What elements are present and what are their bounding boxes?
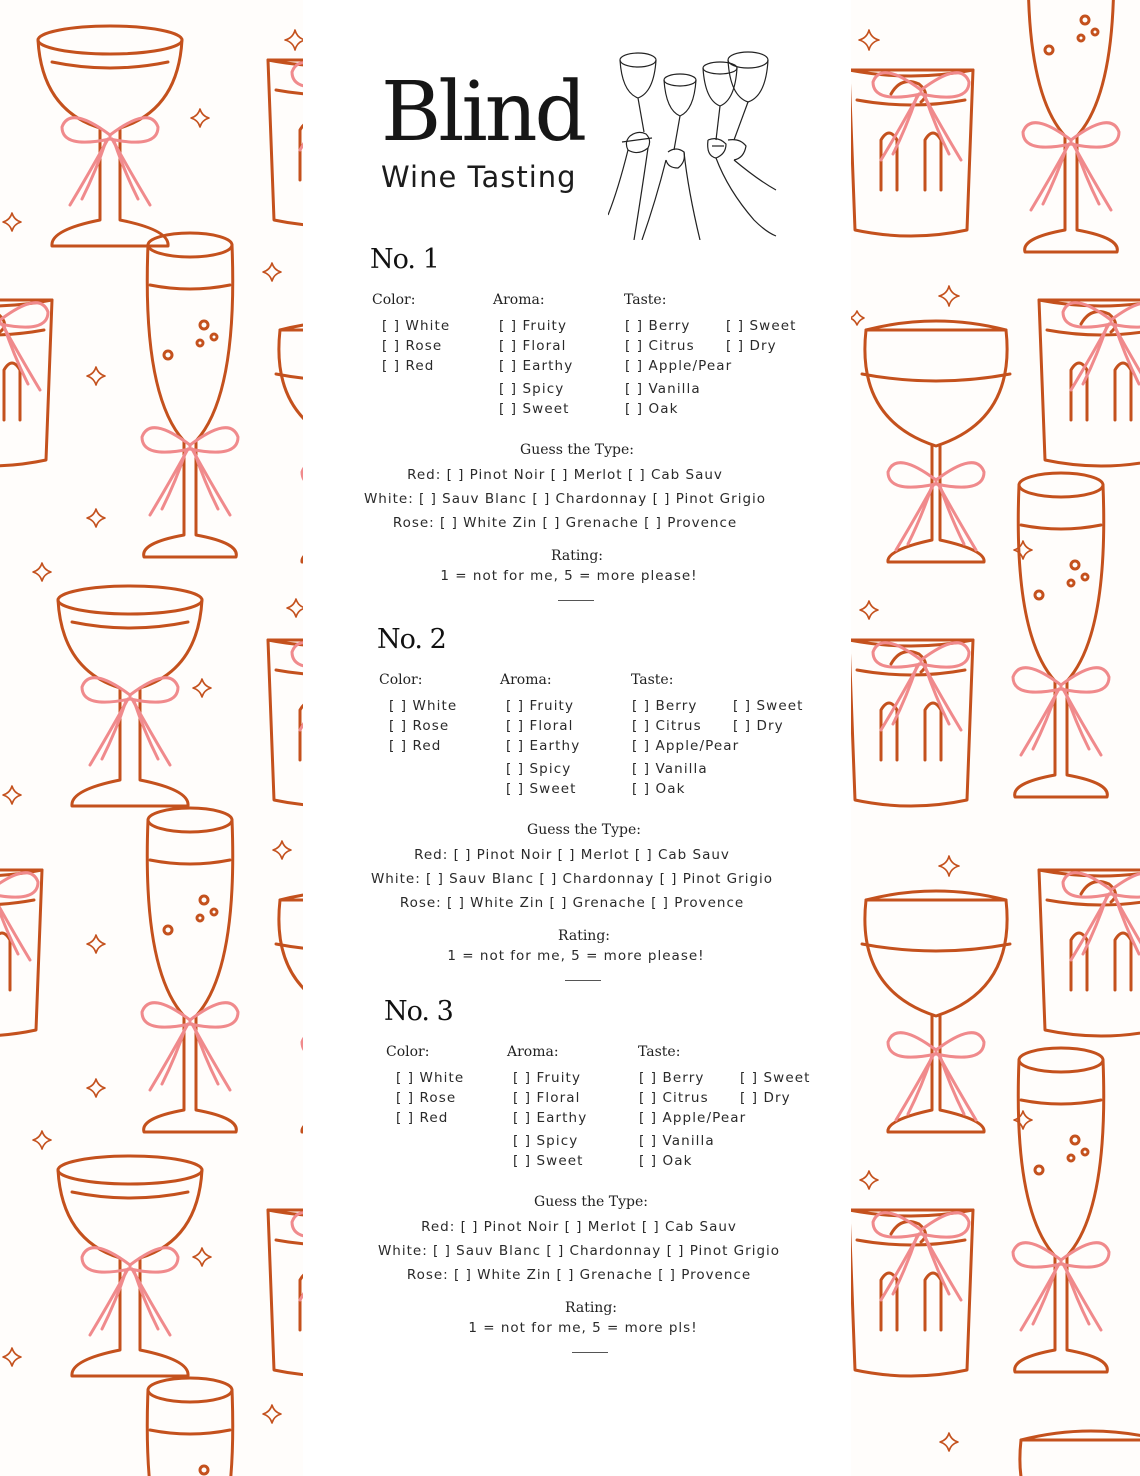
aroma-option[interactable]: [ ] Fruity — [513, 1070, 582, 1086]
bow-icon — [888, 1033, 984, 1120]
color-option[interactable]: [ ] White — [389, 698, 458, 714]
taste-option[interactable]: [ ] Apple/Pear — [625, 358, 733, 374]
rocks-glass-icon — [0, 870, 42, 1036]
sparkle-icon — [87, 509, 105, 527]
taste-option-extra[interactable]: [ ] Dry — [733, 718, 784, 734]
sparkle-icon — [87, 367, 105, 385]
bow-icon — [62, 118, 158, 205]
aroma-option[interactable]: [ ] Sweet — [506, 781, 577, 797]
taste-option[interactable]: [ ] Citrus — [639, 1090, 709, 1106]
tasting-section-2 — [303, 620, 851, 980]
bow-icon — [1013, 668, 1109, 755]
section-divider — [565, 980, 601, 981]
taste-option-extra[interactable]: [ ] Dry — [740, 1090, 791, 1106]
taste-option[interactable]: [ ] Vanilla — [625, 381, 701, 397]
rocks-glass-icon — [851, 1210, 973, 1376]
pattern-left — [0, 0, 303, 1476]
sparkle-icon — [860, 601, 878, 619]
taste-option[interactable]: [ ] Oak — [625, 401, 679, 417]
rocks-glass-icon — [851, 70, 973, 236]
bow-icon — [0, 303, 48, 390]
aroma-option[interactable]: [ ] Earthy — [506, 738, 581, 754]
aroma-option[interactable]: [ ] Sweet — [513, 1153, 584, 1169]
aroma-heading: Aroma: — [507, 1044, 559, 1060]
sparkle-icon — [33, 563, 51, 581]
bow-icon — [142, 1003, 238, 1090]
guess-rose[interactable]: Rose: [ ] White Zin [ ] Grenache [ ] Provence — [406, 1267, 752, 1283]
color-option[interactable]: [ ] Red — [382, 358, 435, 374]
champagne-flute-icon — [1023, 0, 1119, 252]
section-divider — [558, 600, 594, 601]
taste-option[interactable]: [ ] Citrus — [632, 718, 702, 734]
taste-option[interactable]: [ ] Vanilla — [639, 1133, 715, 1149]
aroma-option[interactable]: [ ] Fruity — [499, 318, 568, 334]
bow-icon — [1023, 123, 1119, 210]
toasting-glasses-illustration — [608, 40, 778, 240]
taste-option-extra[interactable]: [ ] Sweet — [733, 698, 804, 714]
taste-heading: Taste: — [624, 292, 667, 308]
aroma-option[interactable]: [ ] Floral — [499, 338, 567, 354]
taste-option-extra[interactable]: [ ] Dry — [726, 338, 777, 354]
taste-option[interactable]: [ ] Oak — [632, 781, 686, 797]
guess-rose[interactable]: Rose: [ ] White Zin [ ] Grenache [ ] Provence — [392, 515, 738, 531]
guess-heading: Guess the Type: — [520, 442, 634, 458]
bow-icon — [0, 873, 38, 960]
bow-icon — [82, 1248, 178, 1335]
color-heading: Color: — [379, 672, 423, 688]
sparkle-icon — [851, 311, 864, 325]
section-number: No. 2 — [377, 624, 446, 655]
wine-glass-icon — [1017, 1431, 1140, 1476]
sparkle-icon — [3, 213, 21, 231]
guess-red[interactable]: Red: [ ] Pinot Noir [ ] Merlot [ ] Cab Sauv — [414, 847, 730, 863]
sparkle-icon — [273, 841, 291, 859]
section-divider — [572, 1352, 608, 1353]
rating-heading: Rating: — [550, 548, 603, 564]
champagne-flute-icon — [142, 1378, 238, 1476]
aroma-option[interactable]: [ ] Earthy — [513, 1110, 588, 1126]
champagne-flute-icon — [1013, 473, 1109, 797]
aroma-option[interactable]: [ ] Fruity — [506, 698, 575, 714]
bow-icon — [888, 463, 984, 550]
page-title: Blind — [381, 65, 585, 160]
rating-note: 1 = not for me, 5 = more pls! — [468, 1320, 698, 1336]
bow-icon — [1013, 1243, 1109, 1330]
champagne-flute-icon — [1013, 1048, 1109, 1372]
aroma-option[interactable]: [ ] Spicy — [506, 761, 572, 777]
color-option[interactable]: [ ] Rose — [382, 338, 443, 354]
bow-icon — [82, 678, 178, 765]
sparkle-icon — [87, 1079, 105, 1097]
page-subtitle: Wine Tasting — [381, 160, 577, 194]
color-option[interactable]: [ ] White — [382, 318, 451, 334]
color-option[interactable]: [ ] Red — [389, 738, 442, 754]
color-heading: Color: — [372, 292, 416, 308]
champagne-flute-icon — [142, 808, 238, 1132]
sparkle-icon — [285, 30, 303, 50]
sparkle-icon — [33, 1131, 51, 1149]
aroma-option[interactable]: [ ] Floral — [506, 718, 574, 734]
bow-icon — [1063, 303, 1140, 390]
taste-heading: Taste: — [631, 672, 674, 688]
aroma-option[interactable]: [ ] Spicy — [513, 1133, 579, 1149]
taste-option[interactable]: [ ] Apple/Pear — [632, 738, 740, 754]
tasting-card — [303, 0, 851, 1476]
aroma-heading: Aroma: — [500, 672, 552, 688]
wine-glass-icon — [862, 321, 1010, 562]
sparkle-icon — [193, 679, 211, 697]
card-header — [303, 0, 851, 240]
color-option[interactable]: [ ] Red — [396, 1110, 449, 1126]
taste-option-extra[interactable]: [ ] Sweet — [726, 318, 797, 334]
taste-heading: Taste: — [638, 1044, 681, 1060]
rocks-glass-icon — [851, 640, 973, 806]
taste-option[interactable]: [ ] Citrus — [625, 338, 695, 354]
taste-option[interactable]: [ ] Berry — [625, 318, 691, 334]
aroma-option[interactable]: [ ] Earthy — [499, 358, 574, 374]
color-option[interactable]: [ ] White — [396, 1070, 465, 1086]
taste-option[interactable]: [ ] Berry — [639, 1070, 705, 1086]
taste-option-extra[interactable]: [ ] Sweet — [740, 1070, 811, 1086]
color-option[interactable]: [ ] Rose — [389, 718, 450, 734]
sparkle-icon — [940, 1433, 958, 1451]
sparkle-icon — [939, 286, 959, 306]
section-number: No. 3 — [384, 996, 453, 1027]
tasting-section-3 — [303, 992, 851, 1352]
sparkle-icon — [87, 935, 105, 953]
coupe-glass-icon — [38, 26, 182, 246]
guess-red[interactable]: Red: [ ] Pinot Noir [ ] Merlot [ ] Cab Sauv — [421, 1219, 737, 1235]
coupe-glass-icon — [58, 1156, 202, 1376]
rating-note: 1 = not for me, 5 = more please! — [447, 948, 705, 964]
rocks-glass-icon — [1039, 300, 1140, 466]
tasting-section-1 — [303, 240, 851, 600]
wine-glass-icon — [276, 321, 303, 562]
guess-white[interactable]: White: [ ] Sauv Blanc [ ] Chardonnay [ ] Pinot Grigio — [370, 871, 774, 887]
rocks-glass-icon — [268, 60, 303, 226]
rating-heading: Rating: — [564, 1300, 617, 1316]
rocks-glass-icon — [268, 1210, 303, 1376]
wine-glass-icon — [862, 891, 1010, 1132]
sparkle-icon — [3, 1348, 21, 1366]
sparkle-icon — [939, 856, 959, 876]
rocks-glass-icon — [268, 640, 303, 806]
coupe-glass-icon — [58, 586, 202, 806]
sparkle-icon — [287, 599, 303, 617]
rocks-glass-icon — [0, 300, 52, 466]
bow-icon — [142, 428, 238, 515]
sparkle-icon — [859, 30, 879, 50]
sparkle-icon — [1014, 1111, 1032, 1129]
sparkle-icon — [860, 1171, 878, 1189]
taste-option[interactable]: [ ] Vanilla — [632, 761, 708, 777]
aroma-option[interactable]: [ ] Sweet — [499, 401, 570, 417]
aroma-heading: Aroma: — [493, 292, 545, 308]
taste-option[interactable]: [ ] Oak — [639, 1153, 693, 1169]
color-heading: Color: — [386, 1044, 430, 1060]
sparkle-icon — [191, 109, 209, 127]
sparkle-icon — [193, 1248, 211, 1266]
taste-option[interactable]: [ ] Apple/Pear — [639, 1110, 747, 1126]
aroma-option[interactable]: [ ] Spicy — [499, 381, 565, 397]
rating-note: 1 = not for me, 5 = more please! — [440, 568, 698, 584]
section-number: No. 1 — [370, 244, 439, 275]
guess-red[interactable]: Red: [ ] Pinot Noir [ ] Merlot [ ] Cab Sauv — [407, 467, 723, 483]
guess-heading: Guess the Type: — [534, 1194, 648, 1210]
rating-heading: Rating: — [557, 928, 610, 944]
guess-white[interactable]: White: [ ] Sauv Blanc [ ] Chardonnay [ ] Pinot Grigio — [363, 491, 767, 507]
sparkle-icon — [263, 1405, 281, 1423]
guess-heading: Guess the Type: — [527, 822, 641, 838]
aroma-option[interactable]: [ ] Floral — [513, 1090, 581, 1106]
guess-rose[interactable]: Rose: [ ] White Zin [ ] Grenache [ ] Provence — [399, 895, 745, 911]
color-option[interactable]: [ ] Rose — [396, 1090, 457, 1106]
guess-white[interactable]: White: [ ] Sauv Blanc [ ] Chardonnay [ ] Pinot Grigio — [377, 1243, 781, 1259]
pattern-right — [851, 0, 1140, 1476]
sparkle-icon — [1014, 541, 1032, 559]
rocks-glass-icon — [1039, 870, 1140, 1036]
bow-icon — [1063, 873, 1140, 960]
sparkle-icon — [3, 786, 21, 804]
taste-option[interactable]: [ ] Berry — [632, 698, 698, 714]
wine-glass-icon — [276, 891, 303, 1132]
champagne-flute-icon — [142, 233, 238, 557]
sparkle-icon — [263, 263, 281, 281]
